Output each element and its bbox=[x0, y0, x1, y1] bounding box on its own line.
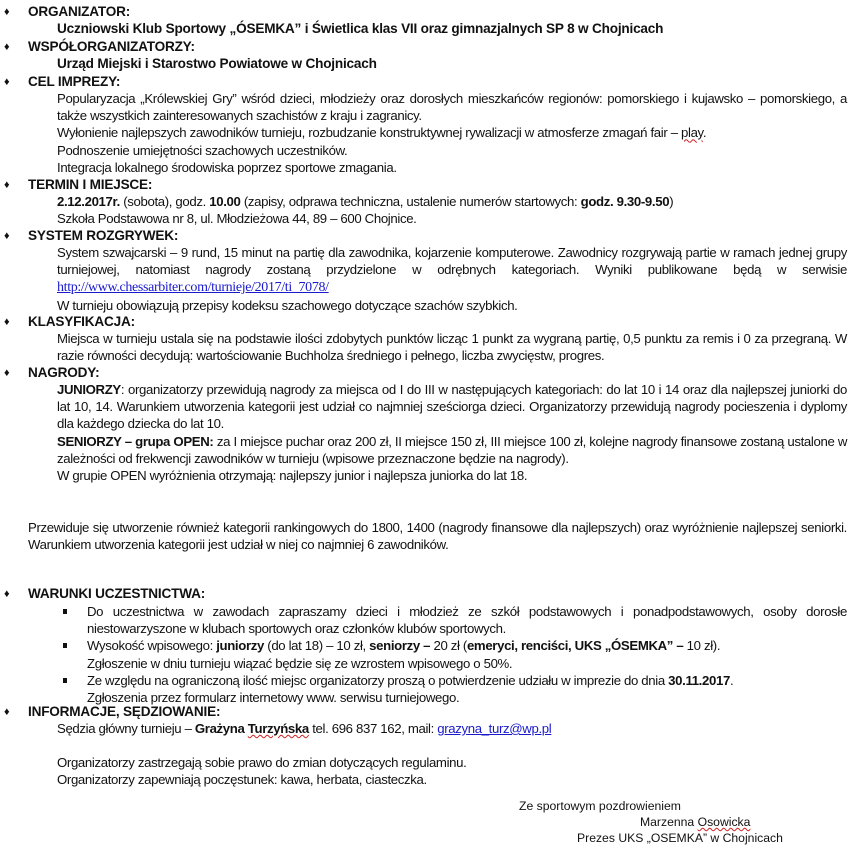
section-heading: ♦ ORGANIZATOR: bbox=[4, 4, 131, 19]
judge-line: Sędzia główny turnieju – Grażyna Turzyńska tel. 696 837 162, mail: grazyna_turz@wp.pl bbox=[57, 721, 552, 736]
square-bullet-icon bbox=[63, 609, 67, 614]
juniors-paragraph: JUNIORZY: organizatorzy przewidują nagrody za miejsca od I do III w następujących kategoriach: do lat 10 i 14 oraz dla najlepszej juniorki do lat 10, 14. Warunkiem utworzenia kategorii jest udział co najmniej sześciorga dzieci. Organizatorzy przewidują nagrody pocieszenia i dyplomy dla każdego dziecka do lat 10. bbox=[57, 382, 847, 432]
section-date-place bbox=[0, 176, 855, 227]
diamond-bullet-icon: ♦ bbox=[4, 706, 10, 718]
diamond-bullet-icon: ♦ bbox=[4, 6, 10, 18]
list-item: Ze względu na ograniczoną ilość miejsc organizatorzy proszą o potwierdzenie udziału w imprezie do dnia 30.11.2017. Zgłoszenia przez formularz internetowy www. serwisu turniejowego. bbox=[87, 672, 847, 706]
ranking-paragraph: Przewiduje się utworzenie również kategorii rankingowych do 1800, 1400 (nagrody finansowe dla najlepszych) oraz wyróżnienie najlepszej seniorki. Warunkiem utworzenia kategorii jest udział w niej co najmniej 6 zawodników. bbox=[28, 520, 847, 553]
diamond-bullet-icon: ♦ bbox=[4, 367, 10, 379]
note-line-2: Organizatorzy zapewniają poczęstunek: kawa, herbata, ciasteczka. bbox=[57, 772, 427, 788]
section-heading: ♦ CEL IMPREZY: bbox=[4, 74, 121, 89]
goal-paragraph-1: Popularyzacja „Królewskiej Gry” wśród dzieci, młodzieży oraz dorosłych mieszkańców regionów: pomorskiego i kujawsko – pomorskiego, a także wszystkich zainteresowanych szachistów z kraju i zagranicy. bbox=[57, 91, 847, 124]
organizer-line: Uczniowski Klub Sportowy „ÓSEMKA” i Świetlica klas VII oraz gimnazjalnych SP 8 w Chojnicach bbox=[57, 21, 664, 36]
date-line: 2.12.2017r. (sobota), godz. 10.00 (zapisy, odprawa techniczna, ustalenie numerów startowych: godz. 9.30-9.50) bbox=[57, 194, 674, 209]
section-goal bbox=[0, 73, 855, 176]
section-prizes bbox=[0, 364, 855, 484]
seniors-paragraph: SENIORZY – grupa OPEN: za I miejsce puchar oraz 200 zł, II miejsce 150 zł, III miejsce 100 zł, kolejne nagrody finansowe zostaną ustalone w zależności od frekwencji zawodników w turnieju (wpisowe przeznaczone będzie na nagrody). bbox=[57, 433, 847, 466]
list-item: Wysokość wpisowego: juniorzy (do lat 18) – 10 zł, seniorzy – 20 zł (emeryci, renciści, UKS „ÓSEMKA” – 10 zł). Zgłoszenie w dniu turnieju wiązać będzie się ze wzrostem wpisowego o 50%. bbox=[87, 637, 847, 671]
square-bullet-icon bbox=[63, 643, 67, 648]
section-conditions bbox=[0, 585, 855, 706]
section-heading: ♦ WARUNKI UCZESTNICTWA: bbox=[4, 586, 206, 601]
conditions-list bbox=[0, 603, 855, 706]
goal-paragraph-3: Podnoszenie umiejętności szachowych uczestników. bbox=[57, 142, 348, 158]
system-paragraph: System szwajcarski – 9 rund, 15 minut na partię dla zawodnika, kojarzenie komputerowe. Zawodnicy rozgrywają partie w ramach jednej grupy turniejowej, natomiast nagrody zostaną przydzielone w odrębnych kategoriach. Wyniki publikowane będą w serwisie http://www.chessarbiter.com/turnieje/2017/ti_7078/ bbox=[57, 245, 847, 296]
signature-name: Marzenna Osowicka bbox=[640, 815, 751, 829]
section-co-organizers bbox=[0, 38, 855, 72]
section-heading: ♦ KLASYFIKACJA: bbox=[4, 314, 135, 329]
section-heading: ♦ NAGRODY: bbox=[4, 365, 100, 380]
section-classification bbox=[0, 313, 855, 364]
square-bullet-icon bbox=[63, 678, 67, 683]
results-link[interactable]: http://www.chessarbiter.com/turnieje/2017/ti_7078/ bbox=[57, 280, 329, 296]
section-heading: ♦ INFORMACJE, SĘDZIOWANIE: bbox=[4, 704, 221, 719]
diamond-bullet-icon: ♦ bbox=[4, 316, 10, 328]
classification-paragraph: Miejsca w turnieju ustala się na podstawie ilości zdobytych punktów licząc 1 punkt za wygraną partię, 0,5 punktu za remis i 0 za przegraną. W razie równości decydują: wartościowanie Buchholza średniego i pełnego, liczba zwycięstw, progres. bbox=[57, 331, 847, 364]
open-honors-line: W grupie OPEN wyróżnienia otrzymają: najlepszy junior i najlepsza juniorka do lat 18. bbox=[57, 468, 528, 484]
section-heading: ♦ WSPÓŁORGANIZATORZY: bbox=[4, 39, 195, 54]
section-organizator bbox=[0, 3, 855, 37]
section-heading: ♦ SYSTEM ROZGRYWEK: bbox=[4, 228, 179, 243]
section-heading: ♦ TERMIN I MIEJSCE: bbox=[4, 177, 153, 192]
section-game-system bbox=[0, 227, 855, 314]
diamond-bullet-icon: ♦ bbox=[4, 76, 10, 88]
goal-paragraph-4: Integracja lokalnego środowiska poprzez sportowe zmagania. bbox=[57, 159, 397, 175]
diamond-bullet-icon: ♦ bbox=[4, 179, 10, 191]
judge-email-link[interactable]: grazyna_turz@wp.pl bbox=[437, 721, 552, 736]
co-organizers-line: Urząd Miejski i Starostwo Powiatowe w Chojnicach bbox=[57, 56, 377, 71]
system-rules-line: W turnieju obowiązują przepisy kodeksu szachowego dotyczące szachów szybkich. bbox=[57, 297, 518, 313]
diamond-bullet-icon: ♦ bbox=[4, 230, 10, 242]
signature-title: Prezes UKS „OSEMKA” w Chojnicach bbox=[577, 831, 783, 845]
section-info-judging bbox=[0, 703, 855, 789]
goal-paragraph-2: Wyłonienie najlepszych zawodników turnieju, rozbudzanie konstruktywnej rywalizacji w atmosferze zmagań fair – play. bbox=[57, 125, 707, 141]
note-line-1: Organizatorzy zastrzegają sobie prawo do zmian dotyczących regulaminu. bbox=[57, 755, 467, 771]
signature-greeting: Ze sportowym pozdrowieniem bbox=[519, 799, 681, 813]
address-line: Szkoła Podstawowa nr 8, ul. Młodzieżowa 44, 89 – 600 Chojnice. bbox=[57, 211, 417, 227]
diamond-bullet-icon: ♦ bbox=[4, 588, 10, 600]
diamond-bullet-icon: ♦ bbox=[4, 41, 10, 53]
list-item: Do uczestnictwa w zawodach zapraszamy dzieci i młodzież ze szkół podstawowych i ponadpodstawowych, osoby dorosłe niestowarzyszone w klubach sportowych oraz członków klubów sportowych. bbox=[87, 603, 847, 637]
